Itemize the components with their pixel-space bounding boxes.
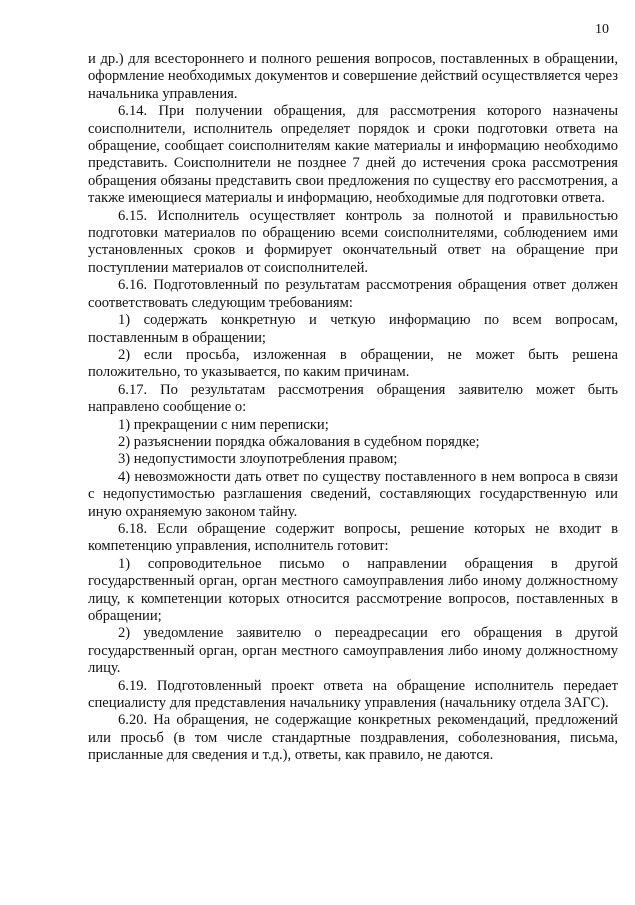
paragraph: 6.16. Подготовленный по результатам рассмотрения обращения ответ должен соответствовать следующим требованиям: <box>88 277 618 311</box>
paragraph: 6.17. По результатам рассмотрения обращения заявителю может быть направлено сообщение о: <box>88 381 618 416</box>
paragraph: и др.) для всестороннего и полного решения вопросов, поставленных в обращении, оформление необходимых документов и совершение действий осуществляется через начальника управления. <box>88 51 618 102</box>
paragraph: 6.18. Если обращение содержит вопросы, решение которых не входит в компетенцию управления, исполнитель готовит: <box>88 520 618 555</box>
paragraph: 6.14. При получении обращения, для рассмотрения которого назначены соисполнители, исполнитель определяет порядок и сроки подготовки ответа на обращение, сообщает соисполнителям какие материалы и информацию необходимо представить. Соисполнители не позднее 7 дней до истечения срока рассмотрения обращения обязаны представить свои предложения по существу его рассмотрения, а также имеющиеся материалы и информацию, необходимые для подготовки ответа. <box>88 103 618 207</box>
paragraph: 4) невозможности дать ответ по существу поставленного в нем вопроса в связи с недопустимостью разглашения сведений, составляющих государственную или иную охраняемую законом тайну. <box>88 468 618 520</box>
paragraph: 6.19. Подготовленный проект ответа на обращение исполнитель передает специалисту для представления начальнику управления (начальнику отдела ЗАГС). <box>88 677 618 712</box>
paragraph: 3) недопустимости злоупотребления правом; <box>118 451 398 468</box>
paragraph: 1) прекращении с ним переписки; <box>118 416 329 433</box>
page-number: 10 <box>595 22 609 37</box>
paragraph: 1) сопроводительное письмо о направлении обращения в другой государственный орган, орган местного самоуправления либо иному должностному лицу, к компетенции которых относится рассмотрение вопросов, поставленных в обращении; <box>88 555 618 624</box>
paragraph: 2) если просьба, изложенная в обращении, не может быть решена положительно, то указывается, по каким причинам. <box>88 346 618 381</box>
paragraph: 6.20. На обращения, не содержащие конкретных рекомендаций, предложений или просьб (в том числе стандартные поздравления, соболезнования, письма, присланные для сведения и т.д.), ответы, как правило, не даются. <box>88 712 618 764</box>
document-body <box>88 51 618 765</box>
paragraph: 2) разъяснении порядка обжалования в судебном порядке; <box>118 433 480 450</box>
paragraph: 2) уведомление заявителю о переадресации его обращения в другой государственный орган, орган местного самоуправления либо иному должностному лицу. <box>88 625 618 677</box>
paragraph: 1) содержать конкретную и четкую информацию по всем вопросам, поставленным в обращении; <box>88 312 618 346</box>
paragraph: 6.15. Исполнитель осуществляет контроль за полнотой и правильностью подготовки материалов по обращению всеми соисполнителями, соблюдением ими установленных сроков и формирует окончательный ответ на обращение при поступлении материалов от соисполнителей. <box>88 207 618 276</box>
